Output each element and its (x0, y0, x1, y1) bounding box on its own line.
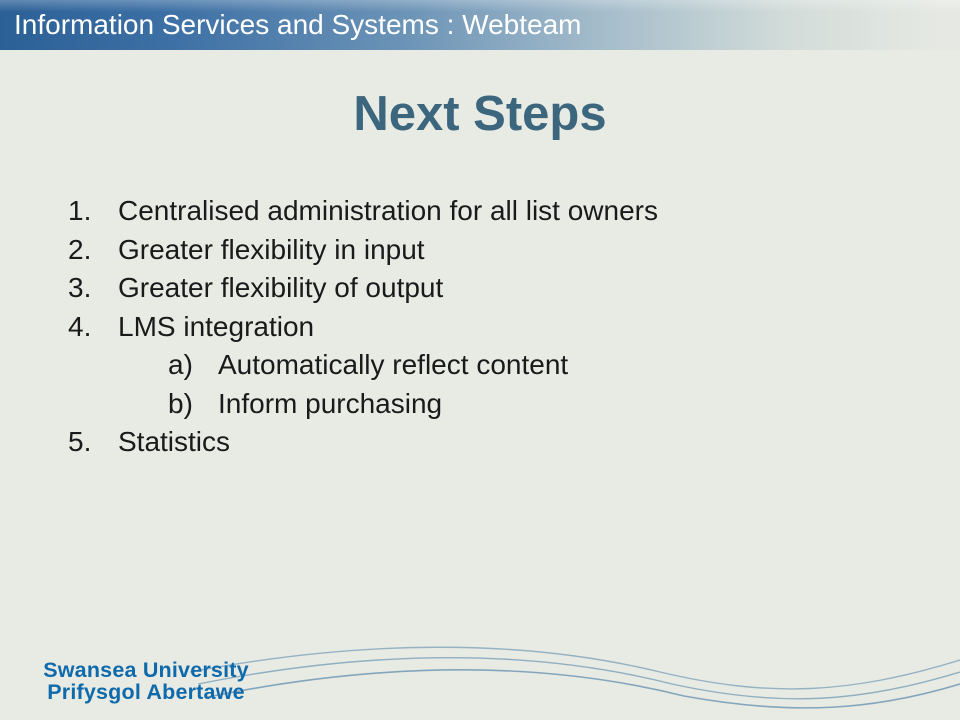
header-title: Information Services and Systems : Webteam (14, 9, 582, 40)
list-item-marker: 4. (68, 310, 92, 342)
logo-line-welsh: Prifysgol Abertawe (47, 680, 245, 704)
list-item-marker: a) (168, 349, 193, 380)
list-item-text: Automatically reflect content (218, 349, 569, 380)
list-item-text: Greater flexibility of output (118, 272, 444, 303)
list-item (0, 269, 960, 308)
list-item (0, 231, 960, 270)
list-item-text: Inform purchasing (218, 387, 443, 419)
list-item-marker: 5. (68, 426, 92, 457)
slide-title: Next Steps (353, 87, 607, 141)
list-item-text: Statistics (118, 426, 231, 457)
list-item-marker: 1. (68, 195, 92, 226)
list-item-marker: 3. (68, 272, 92, 303)
list-subitem (0, 385, 960, 424)
list-item-text: Greater flexibility in input (118, 233, 425, 265)
list-item (0, 423, 960, 462)
header-bar (0, 0, 960, 50)
wave-line-middle (198, 658, 960, 699)
logo-line-english: Swansea University (43, 658, 249, 682)
list-item (0, 192, 960, 231)
list-subitem (0, 346, 960, 385)
list-item-marker: b) (168, 387, 193, 419)
university-logo (30, 659, 262, 703)
list-item-marker: 2. (68, 233, 92, 265)
list-item-text: LMS integration (118, 310, 315, 342)
wave-line-top (190, 647, 960, 689)
wave-line-bottom (208, 670, 960, 708)
list-item (0, 308, 960, 347)
list-item-text: Centralised administration for all list owners (118, 195, 658, 226)
numbered-list (0, 192, 960, 462)
